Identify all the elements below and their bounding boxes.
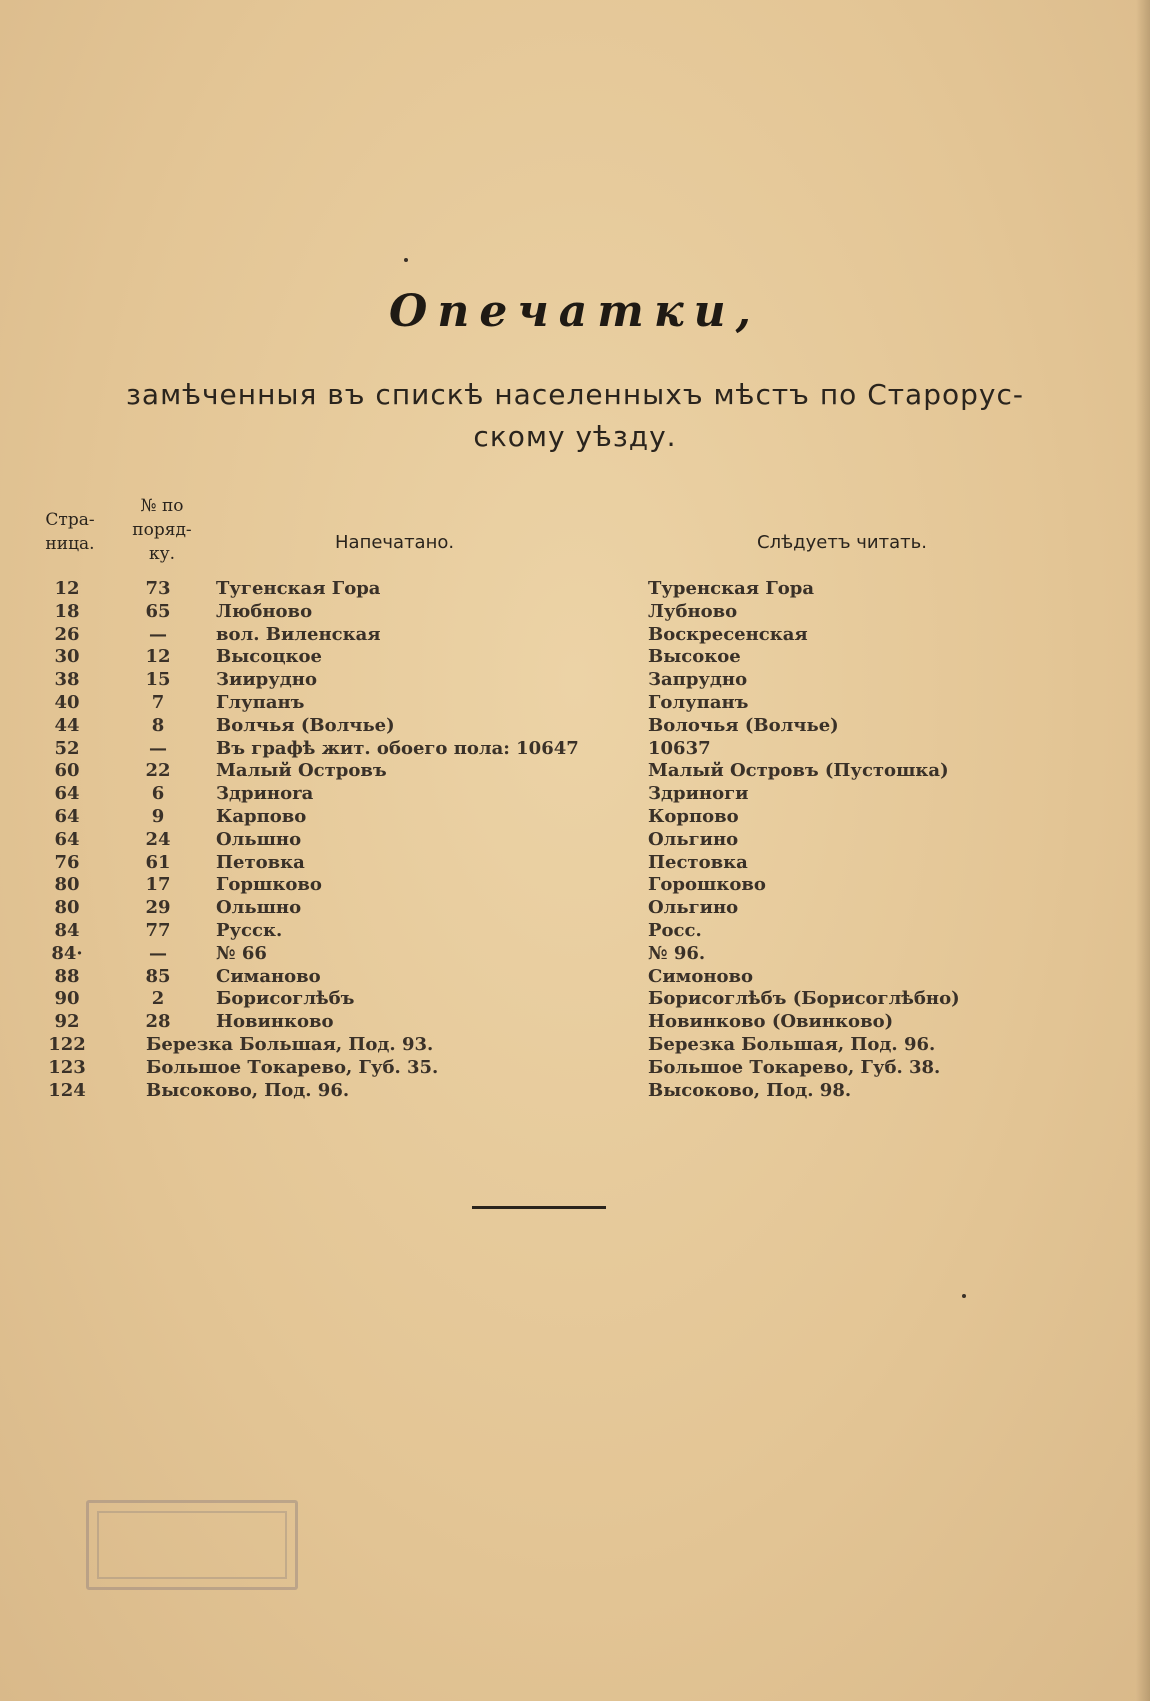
cell-number: 12 bbox=[145, 646, 171, 668]
table-row bbox=[30, 852, 1030, 875]
cell-printed: Любново bbox=[216, 600, 313, 622]
cell-should-read: Туренская Гора bbox=[648, 578, 814, 599]
cell-should-read: Борисоглѣбъ (Борисоглѣбно) bbox=[648, 988, 960, 1010]
cell-should-read: Высокое bbox=[648, 646, 741, 668]
header-page-line-2: ница. bbox=[45, 534, 95, 554]
table-row bbox=[30, 646, 1030, 669]
cell-page: 26 bbox=[54, 623, 80, 645]
cell-page: 38 bbox=[54, 669, 80, 691]
cell-printed: Русск. bbox=[216, 919, 283, 941]
cell-number: 8 bbox=[151, 714, 165, 736]
cell-should-read: Ольгино bbox=[648, 828, 739, 850]
cell-should-read: Росс. bbox=[648, 919, 702, 941]
cell-should-read: Воскресенская bbox=[648, 623, 808, 645]
cell-number: — bbox=[149, 942, 167, 964]
cell-number: 24 bbox=[145, 828, 171, 850]
cell-number: 6 bbox=[151, 783, 165, 805]
cell-page: 92 bbox=[54, 1011, 80, 1033]
column-header-page bbox=[36, 508, 104, 556]
cell-page: 124 bbox=[48, 1079, 86, 1101]
library-stamp-inner bbox=[97, 1511, 287, 1579]
cell-number: 73 bbox=[145, 578, 171, 599]
table-row bbox=[30, 806, 1030, 829]
cell-page: 80 bbox=[54, 897, 80, 919]
cell-printed: Горшково bbox=[216, 874, 322, 896]
cell-page: 30 bbox=[54, 646, 80, 668]
cell-printed: Петовка bbox=[216, 851, 305, 873]
speck bbox=[404, 258, 408, 262]
cell-number: — bbox=[149, 737, 167, 759]
table-row bbox=[30, 897, 1030, 920]
cell-printed: Большое Токарево, Губ. 35. bbox=[146, 1056, 439, 1078]
cell-page: 18 bbox=[54, 600, 80, 622]
cell-should-read: 10637 bbox=[648, 737, 711, 759]
cell-number: 15 bbox=[145, 669, 171, 691]
cell-number: 17 bbox=[145, 874, 171, 896]
header-num-line-2: поряд- bbox=[132, 520, 192, 540]
cell-should-read: Новинково (Овинково) bbox=[648, 1011, 894, 1033]
cell-page: 64 bbox=[54, 805, 80, 827]
table-row bbox=[30, 1011, 1030, 1034]
cell-should-read: Здриноги bbox=[648, 783, 749, 805]
cell-printed: Въ графѣ жит. обоего пола: 10647 bbox=[216, 737, 579, 759]
cell-page: 40 bbox=[54, 691, 80, 713]
cell-printed: Березка Большая, Под. 93. bbox=[146, 1033, 434, 1055]
table-row bbox=[30, 1057, 1030, 1080]
cell-page: 122 bbox=[48, 1033, 86, 1055]
table-row bbox=[30, 988, 1030, 1011]
header-num-line-3: ку. bbox=[148, 544, 176, 564]
table-row bbox=[30, 920, 1030, 943]
cell-should-read: Корпово bbox=[648, 805, 739, 827]
column-header-should-read: Слѣдуетъ читать. bbox=[757, 532, 927, 553]
cell-page: 84 bbox=[54, 919, 80, 941]
cell-should-read: Пестовка bbox=[648, 851, 748, 873]
cell-page: 60 bbox=[54, 760, 80, 782]
cell-printed: Волчья (Волчье) bbox=[216, 714, 395, 736]
cell-number: 85 bbox=[145, 965, 171, 987]
cell-printed: Зиирудно bbox=[216, 669, 317, 691]
cell-should-read: Высоково, Под. 98. bbox=[648, 1079, 852, 1101]
cell-page: 44 bbox=[54, 714, 80, 736]
subtitle-line-1: замѣченныя въ спискѣ населенныхъ мѣстъ по Старорус- bbox=[126, 378, 1024, 411]
cell-should-read: Горошково bbox=[648, 874, 766, 896]
cell-number: 7 bbox=[151, 691, 165, 713]
table-row bbox=[30, 624, 1030, 647]
cell-should-read: Симоново bbox=[648, 965, 754, 987]
cell-page: 80 bbox=[54, 874, 80, 896]
cell-should-read: Березка Большая, Под. 96. bbox=[648, 1033, 936, 1055]
cell-printed: Глупанъ bbox=[216, 691, 305, 713]
table-row bbox=[30, 669, 1030, 692]
table-row bbox=[30, 760, 1030, 783]
cell-number: 9 bbox=[151, 805, 165, 827]
cell-number: 22 bbox=[145, 760, 171, 782]
table-row bbox=[30, 966, 1030, 989]
cell-printed: Малый Островъ bbox=[216, 760, 387, 782]
cell-printed: Новинково bbox=[216, 1011, 334, 1033]
cell-page: 88 bbox=[54, 965, 80, 987]
cell-printed: Борисоглѣбъ bbox=[216, 988, 355, 1010]
cell-printed: Ольшно bbox=[216, 828, 302, 850]
table-row bbox=[30, 715, 1030, 738]
cell-printed: Карпово bbox=[216, 805, 307, 827]
table-row bbox=[30, 783, 1030, 806]
table-row bbox=[30, 874, 1030, 897]
cell-printed: Ольшно bbox=[216, 897, 302, 919]
closing-rule bbox=[472, 1206, 606, 1209]
cell-should-read: Лубново bbox=[648, 600, 738, 622]
cell-number: 77 bbox=[145, 919, 171, 941]
table-row bbox=[30, 578, 1030, 601]
cell-page: 84· bbox=[51, 942, 83, 964]
cell-printed: Здриноrа bbox=[216, 783, 314, 805]
page-title: Опечатки, bbox=[389, 286, 761, 337]
cell-number: — bbox=[149, 623, 167, 645]
cell-printed: Высоково, Под. 96. bbox=[146, 1079, 350, 1101]
cell-printed: № 66 bbox=[216, 942, 267, 964]
cell-printed: вол. Виленская bbox=[216, 623, 381, 645]
table-row bbox=[30, 943, 1030, 966]
cell-page: 12 bbox=[54, 578, 80, 599]
errata-table bbox=[30, 578, 1030, 1102]
table-row bbox=[30, 738, 1030, 761]
table-row bbox=[30, 601, 1030, 624]
table-row bbox=[30, 692, 1030, 715]
cell-page: 123 bbox=[48, 1056, 86, 1078]
table-row bbox=[30, 1080, 1030, 1103]
subtitle-line-2: скому уѣзду. bbox=[473, 420, 677, 453]
cell-page: 64 bbox=[54, 828, 80, 850]
cell-page: 52 bbox=[54, 737, 80, 759]
cell-should-read: Голупанъ bbox=[648, 691, 749, 713]
header-num-line-1: № по bbox=[140, 496, 184, 516]
table-row bbox=[30, 1034, 1030, 1057]
cell-should-read: Большое Токарево, Губ. 38. bbox=[648, 1056, 941, 1078]
page-subtitle bbox=[40, 374, 1110, 458]
cell-page: 76 bbox=[54, 851, 80, 873]
cell-should-read: Волочья (Волчье) bbox=[648, 714, 839, 736]
library-stamp bbox=[86, 1500, 298, 1590]
speck bbox=[962, 1294, 966, 1298]
cell-number: 65 bbox=[145, 600, 171, 622]
column-header-printed: Напечатано. bbox=[335, 532, 455, 553]
cell-should-read: Малый Островъ (Пустошка) bbox=[648, 760, 949, 782]
cell-should-read: № 96. bbox=[648, 942, 706, 964]
table-row bbox=[30, 829, 1030, 852]
cell-page: 90 bbox=[54, 988, 80, 1010]
cell-printed: Симаново bbox=[216, 965, 321, 987]
page-edge-shadow bbox=[1136, 0, 1150, 1701]
cell-printed: Высоцкое bbox=[216, 646, 322, 668]
cell-number: 2 bbox=[151, 988, 165, 1010]
cell-should-read: Запрудно bbox=[648, 669, 748, 691]
cell-number: 29 bbox=[145, 897, 171, 919]
column-header-number bbox=[124, 494, 200, 566]
cell-number: 61 bbox=[145, 851, 171, 873]
cell-page: 64 bbox=[54, 783, 80, 805]
cell-should-read: Ольгино bbox=[648, 897, 739, 919]
header-page-line-1: Стра- bbox=[45, 510, 95, 530]
cell-number: 28 bbox=[145, 1011, 171, 1033]
cell-printed: Тугенская Гора bbox=[216, 578, 381, 599]
